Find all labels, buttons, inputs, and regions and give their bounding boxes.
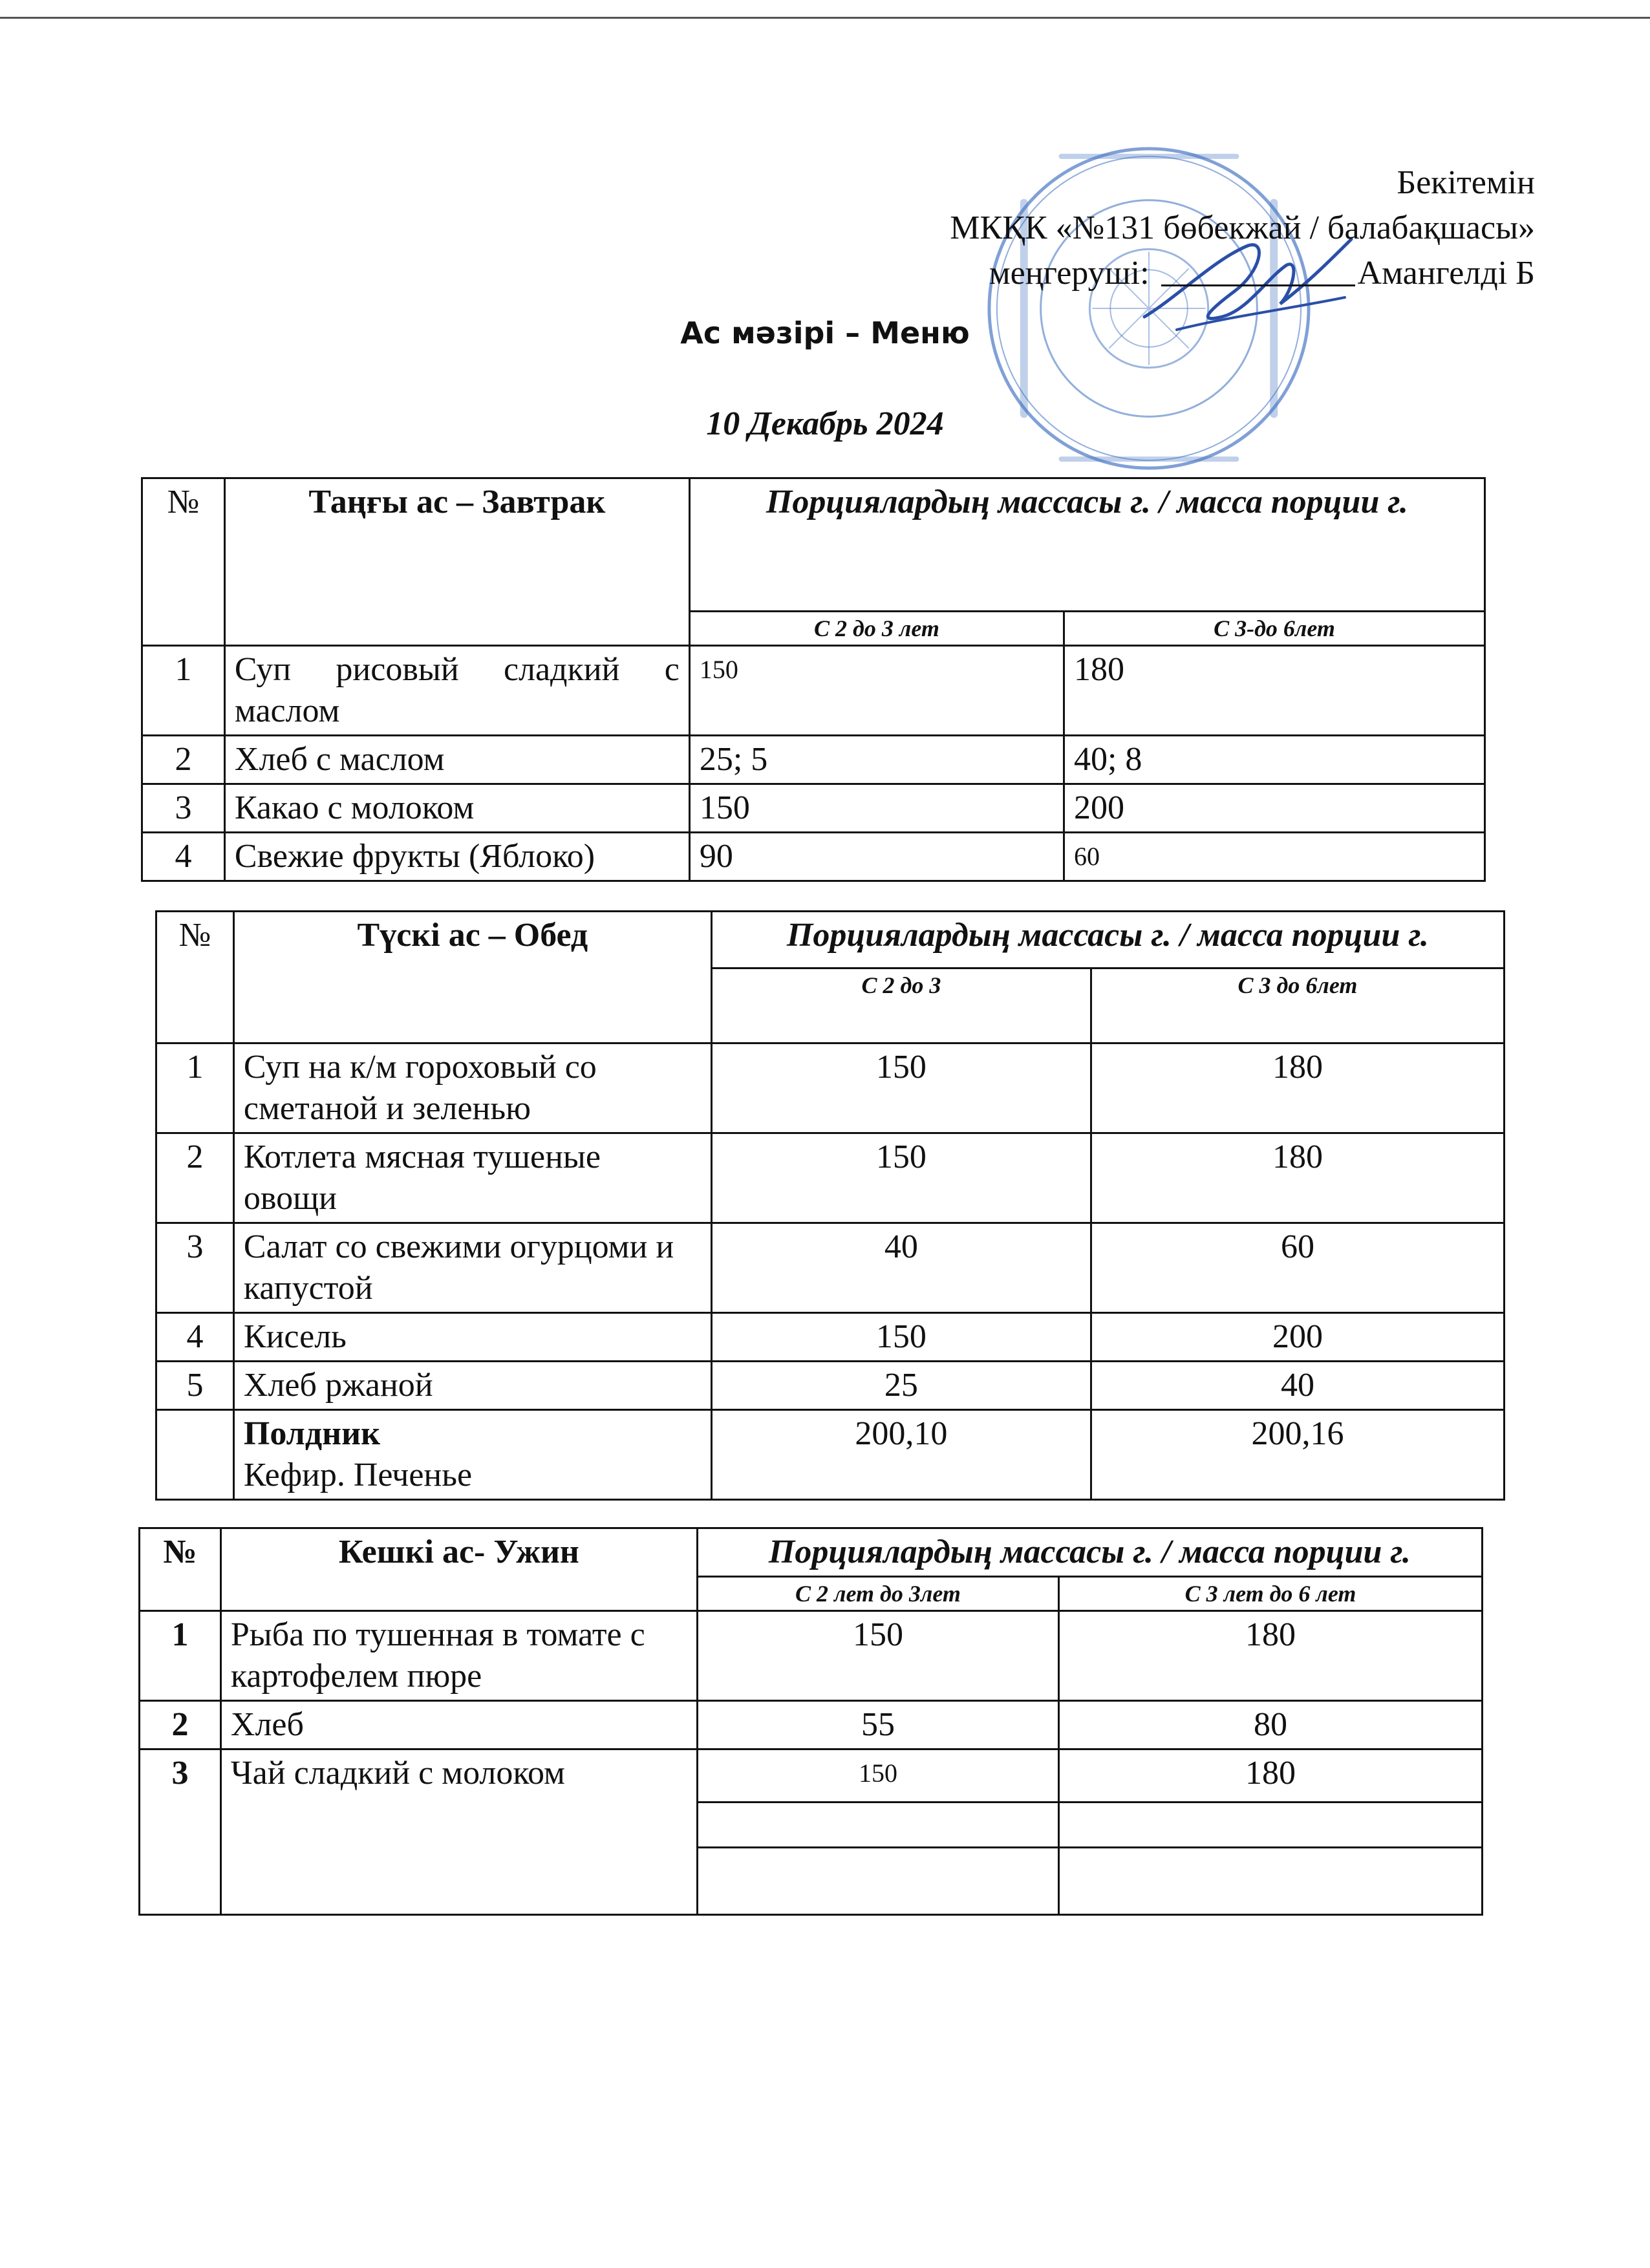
portion-2-3: 150: [697, 1611, 1058, 1701]
table-header-row: [156, 912, 1505, 968]
director-name: Амангелді Б: [1357, 255, 1535, 292]
snack-items: Кефир. Печенье: [243, 1457, 473, 1493]
meal-header: Таңғы ас – Завтрак: [224, 478, 689, 646]
age-group-2: С 3 до 6лет: [1091, 968, 1504, 1043]
mass-header: Порциялардың массасы г. / масса порции г.: [711, 912, 1504, 968]
empty-cell: [697, 1848, 1058, 1915]
portion-2-3: 150: [689, 646, 1064, 736]
row-number-empty: [156, 1410, 234, 1500]
dish-name: Какао с молоком: [224, 784, 689, 833]
dish-name: Рыба по тушенная в томате с картофелем пюре: [220, 1611, 697, 1701]
table-row: [140, 1701, 1483, 1749]
portion-2-3: 150: [711, 1133, 1091, 1223]
snack-row: [156, 1410, 1505, 1500]
empty-cell: [697, 1803, 1058, 1848]
page-title: Ас мәзірі – Меню: [680, 316, 970, 350]
table-row: [142, 784, 1485, 833]
dish-name: Кисель: [233, 1313, 711, 1362]
row-number: 3: [142, 784, 225, 833]
row-number: 5: [156, 1362, 234, 1410]
dish-name: Салат со свежими огурцоми и капустой: [233, 1223, 711, 1313]
table-row: [140, 1749, 1483, 1803]
dish-name: Котлета мясная тушеные овощи: [233, 1133, 711, 1223]
portion-2-3: 150: [697, 1749, 1058, 1803]
portion-3-6: 180: [1091, 1043, 1504, 1133]
row-number: 2: [140, 1701, 221, 1749]
age-group-1: С 2 до 3 лет: [689, 612, 1064, 646]
row-number: 1: [140, 1611, 221, 1701]
row-number: 1: [156, 1043, 234, 1133]
portion-2-3: 55: [697, 1701, 1058, 1749]
breakfast-table: [141, 477, 1486, 882]
table-header-row: [140, 1528, 1483, 1577]
portion-3-6: 200,16: [1091, 1410, 1504, 1500]
dish-name: Суп рисовый сладкий с маслом: [224, 646, 689, 736]
table-row: [156, 1362, 1505, 1410]
number-header: №: [156, 912, 234, 1043]
row-number: 3: [140, 1749, 221, 1915]
portion-3-6: 40; 8: [1064, 736, 1484, 784]
portion-3-6: 60: [1091, 1223, 1504, 1313]
portion-3-6: 60: [1064, 833, 1484, 881]
table-row: [156, 1133, 1505, 1223]
row-number: 2: [142, 736, 225, 784]
snack-title: Полдник: [243, 1415, 381, 1452]
table-row: [142, 646, 1485, 736]
portion-3-6: 200: [1064, 784, 1484, 833]
lunch-table: [155, 910, 1505, 1501]
portion-2-3: 25: [711, 1362, 1091, 1410]
portion-3-6: 200: [1091, 1313, 1504, 1362]
portion-2-3: 90: [689, 833, 1064, 881]
snack-cell: [233, 1410, 711, 1500]
table-row: [142, 736, 1485, 784]
row-number: 4: [156, 1313, 234, 1362]
dish-name: Хлеб ржаной: [233, 1362, 711, 1410]
table-header-row: [142, 478, 1485, 612]
portion-2-3: 150: [711, 1313, 1091, 1362]
row-number: 1: [142, 646, 225, 736]
portion-2-3: 25; 5: [689, 736, 1064, 784]
dish-name: Свежие фрукты (Яблоко): [224, 833, 689, 881]
number-header: №: [142, 478, 225, 646]
table-row: [156, 1043, 1505, 1133]
portion-2-3: 200,10: [711, 1410, 1091, 1500]
row-number: 3: [156, 1223, 234, 1313]
table-row: [140, 1611, 1483, 1701]
dinner-table: [138, 1527, 1483, 1916]
portion-3-6: 180: [1059, 1749, 1483, 1803]
age-group-2: С 3-до 6лет: [1064, 612, 1484, 646]
director-row: [989, 251, 1535, 296]
portion-2-3: 150: [689, 784, 1064, 833]
portion-3-6: 80: [1059, 1701, 1483, 1749]
meal-header: Түскі ас – Обед: [233, 912, 711, 1043]
age-group-2: С 3 лет до 6 лет: [1059, 1577, 1483, 1611]
portion-2-3: 40: [711, 1223, 1091, 1313]
director-label: меңгеруші:: [989, 255, 1150, 292]
empty-cell: [1059, 1848, 1483, 1915]
row-number: 2: [156, 1133, 234, 1223]
table-row: [142, 833, 1485, 881]
mass-header: Порциялардың массасы г. / масса порции г.: [697, 1528, 1482, 1577]
number-header: №: [140, 1528, 221, 1611]
menu-date: 10 Декабрь 2024: [706, 405, 944, 442]
approval-block: [950, 160, 1535, 296]
top-rule: [0, 17, 1650, 19]
age-group-1: С 2 лет до 3лет: [697, 1577, 1058, 1611]
dish-name: Хлеб: [220, 1701, 697, 1749]
table-row: [156, 1313, 1505, 1362]
portion-3-6: 180: [1091, 1133, 1504, 1223]
table-row: [156, 1223, 1505, 1313]
empty-cell: [1059, 1803, 1483, 1848]
dish-name: Хлеб с маслом: [224, 736, 689, 784]
portion-3-6: 40: [1091, 1362, 1504, 1410]
mass-header: Порциялардың массасы г. / масса порции г.: [689, 478, 1484, 612]
portion-3-6: 180: [1064, 646, 1484, 736]
dish-name: Суп на к/м гороховый со сметаной и зеленью: [233, 1043, 711, 1133]
approval-title: Бекітемін: [1397, 164, 1535, 201]
meal-header: Кешкі ас- Ужин: [220, 1528, 697, 1611]
portion-2-3: 150: [711, 1043, 1091, 1133]
organization-name: МКҚК «№131 бөбекжай / балабақшасы»: [950, 209, 1535, 246]
age-group-1: С 2 до 3: [711, 968, 1091, 1043]
signature-line: [1161, 259, 1355, 286]
row-number: 4: [142, 833, 225, 881]
portion-3-6: 180: [1059, 1611, 1483, 1701]
dish-name: Чай сладкий с молоком: [220, 1749, 697, 1915]
